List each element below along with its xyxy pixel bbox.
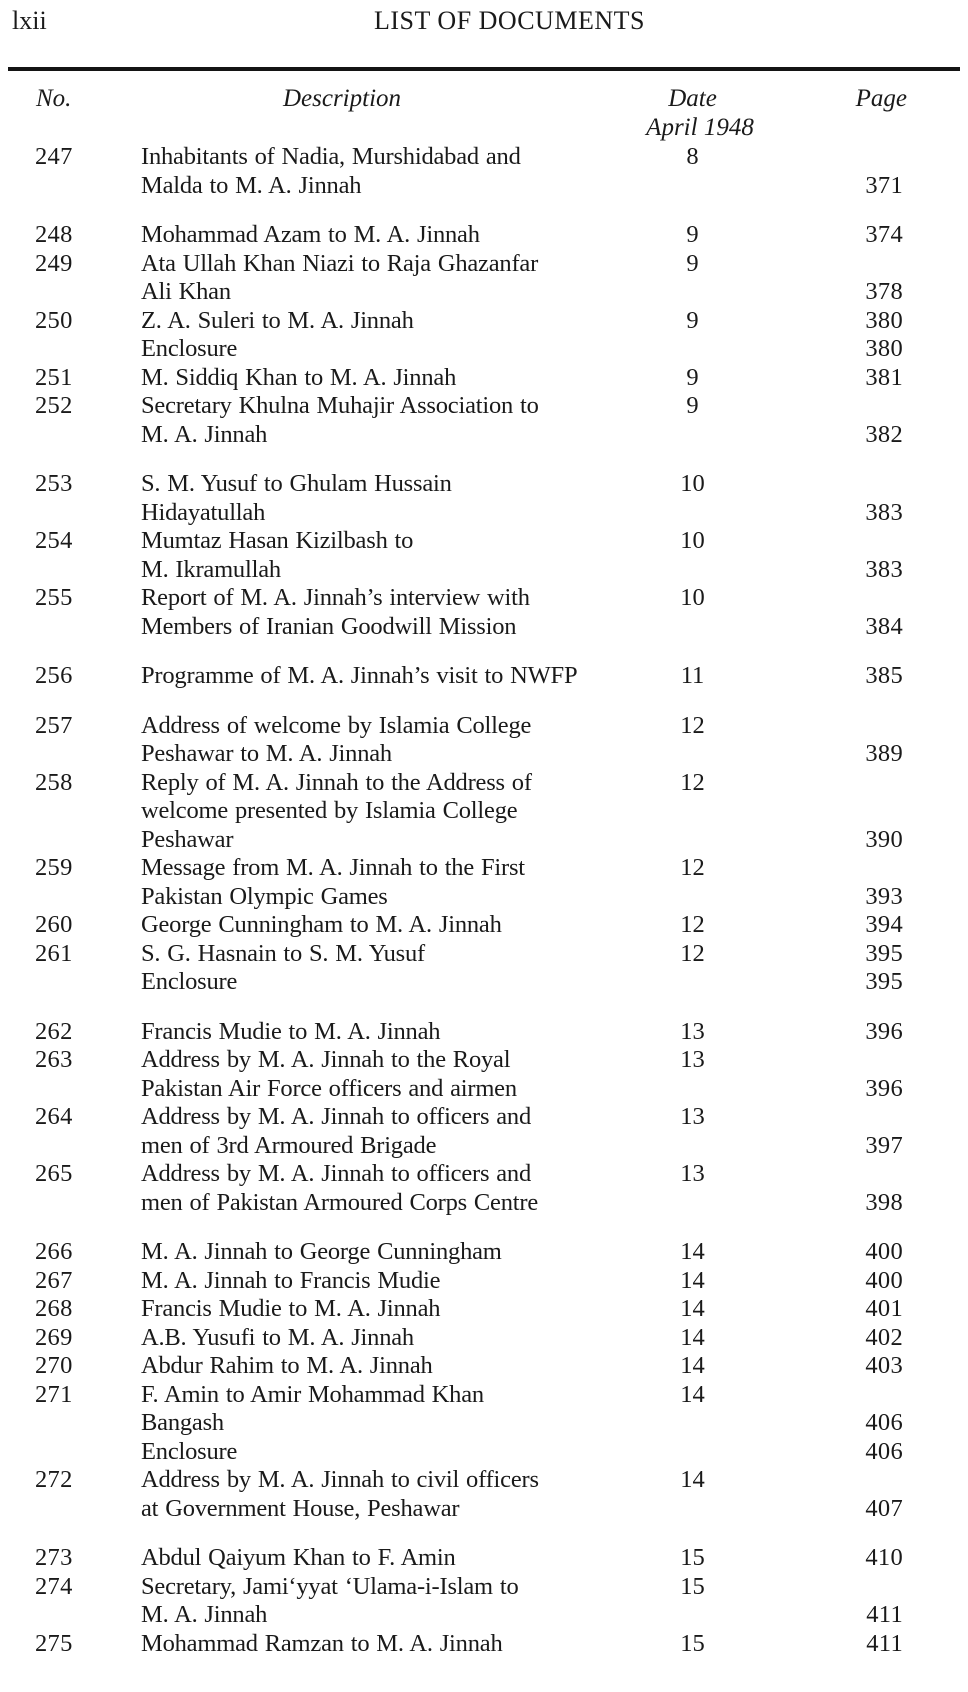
doc-number: 257 [35, 711, 73, 739]
doc-description: M. A. Jinnah [141, 420, 268, 448]
doc-page [755, 1103, 911, 1132]
doc-number [35, 1601, 141, 1630]
doc-number: 274 [35, 1572, 73, 1600]
entry-line [0, 1132, 968, 1161]
doc-description: Francis Mudie to M. A. Jinnah [141, 1017, 441, 1045]
table-row [0, 712, 968, 769]
column-header-no: No. [36, 85, 72, 112]
doc-page: 394 [865, 911, 903, 938]
table-row [0, 221, 968, 250]
doc-page: 383 [865, 498, 903, 526]
doc-page: 385 [865, 662, 903, 689]
doc-description: Programme of M. A. Jinnah’s visit to NWFP [141, 662, 578, 689]
table-row [0, 1238, 968, 1267]
column-header-date-subtitle: April 1948 [646, 113, 754, 141]
doc-number [35, 421, 141, 450]
doc-date [630, 1495, 755, 1524]
doc-description: Message from M. A. Jinnah to the First [141, 854, 525, 881]
doc-number: 267 [35, 1266, 73, 1294]
doc-number [35, 740, 141, 769]
table-row [0, 1295, 968, 1324]
doc-date [630, 968, 755, 997]
doc-page: 407 [865, 1494, 903, 1522]
doc-description: welcome presented by Islamia College [141, 797, 518, 824]
doc-page: 382 [865, 420, 903, 448]
doc-page [755, 470, 911, 499]
doc-page [755, 584, 911, 613]
table-row [0, 1544, 968, 1573]
entry-line [0, 499, 968, 528]
doc-number: 249 [35, 249, 73, 277]
entry-line [0, 854, 968, 883]
doc-date [630, 1189, 755, 1218]
doc-date [630, 1601, 755, 1630]
table-row [0, 1267, 968, 1296]
entry-line [0, 940, 968, 969]
doc-description: Abdur Rahim to M. A. Jinnah [141, 1352, 433, 1379]
doc-description: men of 3rd Armoured Brigade [141, 1131, 437, 1159]
doc-number: 264 [35, 1103, 73, 1130]
doc-page [755, 1573, 911, 1602]
doc-description: M. A. Jinnah [141, 1601, 268, 1628]
doc-page: 411 [866, 1629, 903, 1657]
entry-line [0, 335, 968, 364]
doc-description: Reply of M. A. Jinnah to the Address of [141, 768, 532, 796]
doc-description: S. M. Yusuf to Ghulam Hussain [141, 470, 452, 497]
entry-line [0, 1324, 968, 1353]
doc-description: M. A. Jinnah to Francis Mudie [141, 1266, 441, 1294]
doc-date: 9 [686, 306, 699, 334]
doc-number [35, 797, 141, 826]
entry-line [0, 143, 968, 172]
entry-line [0, 584, 968, 613]
doc-date [630, 826, 755, 855]
doc-number: 250 [35, 306, 73, 334]
doc-page: 393 [865, 882, 903, 910]
doc-number: 275 [35, 1629, 73, 1657]
doc-date: 12 [680, 939, 705, 967]
column-header-description: Description [282, 85, 402, 112]
doc-date: 14 [680, 1352, 705, 1379]
doc-page [755, 143, 911, 172]
doc-date [630, 172, 755, 201]
entry-line [0, 1573, 968, 1602]
entry-line [0, 662, 968, 691]
doc-date: 13 [680, 1160, 705, 1187]
doc-date: 12 [680, 911, 705, 938]
doc-date [630, 421, 755, 450]
doc-description: Peshawar to M. A. Jinnah [141, 740, 392, 767]
table-row [0, 307, 968, 364]
table-row [0, 470, 968, 527]
doc-description: Malda to M. A. Jinnah [141, 171, 362, 199]
doc-date: 10 [680, 527, 705, 554]
doc-date: 10 [680, 584, 705, 611]
entry-line [0, 250, 968, 279]
doc-description: Pakistan Air Force officers and airmen [141, 1074, 517, 1102]
entry-line [0, 1352, 968, 1381]
entry-line [0, 1046, 968, 1075]
doc-date: 15 [680, 1629, 705, 1657]
doc-page: 378 [865, 278, 903, 305]
doc-description: George Cunningham to M. A. Jinnah [141, 911, 502, 938]
entry-line [0, 1189, 968, 1218]
entry-line [0, 613, 968, 642]
doc-number [35, 335, 141, 364]
entry-line [0, 1103, 968, 1132]
doc-number: 263 [35, 1046, 73, 1073]
doc-date [630, 556, 755, 585]
doc-number: 260 [35, 911, 73, 938]
entry-line [0, 1381, 968, 1410]
document-list [0, 143, 968, 1658]
table-row [0, 1018, 968, 1047]
doc-description: Address by M. A. Jinnah to civil officers [141, 1466, 539, 1493]
doc-number: 269 [35, 1323, 73, 1351]
entry-line [0, 1018, 968, 1047]
table-row [0, 527, 968, 584]
doc-number: 248 [35, 221, 73, 248]
doc-date: 14 [680, 1295, 705, 1322]
doc-number [35, 1075, 141, 1104]
entry-line [0, 527, 968, 556]
table-row [0, 854, 968, 911]
doc-number [35, 172, 141, 201]
doc-number: 271 [35, 1380, 73, 1408]
doc-date: 14 [680, 1266, 705, 1294]
entry-line [0, 172, 968, 201]
entry-line [0, 1601, 968, 1630]
table-row [0, 584, 968, 641]
entry-line [0, 1295, 968, 1324]
doc-number: 254 [35, 527, 73, 554]
doc-page: 374 [865, 221, 903, 248]
doc-page: 397 [865, 1131, 903, 1159]
entry-line [0, 911, 968, 940]
entry-line [0, 364, 968, 393]
doc-number: 258 [35, 768, 73, 796]
doc-page: 406 [865, 1409, 903, 1436]
table-row [0, 143, 968, 200]
doc-page [755, 854, 911, 883]
doc-number [35, 1132, 141, 1161]
doc-date [630, 613, 755, 642]
doc-page: 371 [865, 171, 903, 199]
doc-number: 259 [35, 854, 73, 881]
doc-description: men of Pakistan Armoured Corps Centre [141, 1188, 539, 1216]
doc-description: Address by M. A. Jinnah to officers and [141, 1103, 532, 1130]
doc-page: 396 [865, 1017, 903, 1045]
table-row [0, 250, 968, 307]
doc-description: Secretary, Jami‘yyat ‘Ulama-i-Islam to [141, 1572, 519, 1600]
doc-number [35, 968, 141, 997]
doc-number: 262 [35, 1017, 73, 1045]
entry-line [0, 1495, 968, 1524]
doc-page: 398 [865, 1188, 903, 1216]
doc-page [755, 1160, 911, 1189]
doc-date [630, 499, 755, 528]
entry-line [0, 1267, 968, 1296]
doc-description: Enclosure [141, 968, 238, 995]
doc-date: 12 [680, 768, 705, 796]
doc-date: 14 [680, 1466, 705, 1493]
doc-description: Hidayatullah [141, 498, 266, 526]
doc-number [35, 278, 141, 307]
doc-date [630, 335, 755, 364]
doc-date: 9 [686, 392, 699, 419]
table-row [0, 1630, 968, 1659]
entry-line [0, 556, 968, 585]
table-row [0, 1103, 968, 1160]
doc-description: M. A. Jinnah to George Cunningham [141, 1238, 502, 1265]
doc-page: 380 [865, 306, 903, 334]
doc-description: F. Amin to Amir Mohammad Khan [141, 1380, 484, 1408]
doc-page [755, 527, 911, 556]
doc-date: 13 [680, 1017, 705, 1045]
doc-date: 13 [680, 1103, 705, 1130]
doc-description: Abdul Qaiyum Khan to F. Amin [141, 1544, 456, 1571]
doc-number: 255 [35, 584, 73, 611]
doc-description: Enclosure [141, 1437, 238, 1465]
table-row [0, 1381, 968, 1467]
doc-page: 381 [865, 363, 903, 391]
doc-date [630, 1409, 755, 1438]
doc-number: 261 [35, 939, 73, 967]
doc-date [630, 1132, 755, 1161]
table-row [0, 1046, 968, 1103]
entry-line [0, 740, 968, 769]
doc-page: 411 [866, 1601, 903, 1628]
doc-date: 8 [686, 143, 699, 170]
doc-description: at Government House, Peshawar [141, 1494, 460, 1522]
doc-date: 14 [680, 1323, 705, 1351]
doc-date: 14 [680, 1380, 705, 1408]
doc-date [630, 1075, 755, 1104]
doc-description: Address by M. A. Jinnah to the Royal [141, 1046, 511, 1073]
table-row [0, 662, 968, 691]
doc-description: Address of welcome by Islamia College [141, 711, 532, 739]
doc-date: 12 [680, 854, 705, 881]
doc-page: 406 [865, 1437, 903, 1465]
doc-date [630, 797, 755, 826]
table-row [0, 1573, 968, 1630]
doc-number [35, 1438, 141, 1467]
table-row [0, 911, 968, 940]
doc-description: Bangash [141, 1409, 224, 1436]
doc-date: 12 [680, 711, 705, 739]
table-row [0, 1160, 968, 1217]
entry-line [0, 1466, 968, 1495]
doc-description: Enclosure [141, 335, 238, 362]
doc-date [630, 278, 755, 307]
doc-number [35, 613, 141, 642]
doc-description: A.B. Yusufi to M. A. Jinnah [141, 1323, 414, 1351]
doc-description: Z. A. Suleri to M. A. Jinnah [141, 306, 414, 334]
table-row [0, 1352, 968, 1381]
doc-date: 13 [680, 1046, 705, 1073]
doc-description: M. Ikramullah [141, 555, 281, 583]
doc-date [630, 1438, 755, 1467]
header-rule [8, 67, 960, 71]
doc-number [35, 556, 141, 585]
doc-page: 390 [865, 825, 903, 853]
doc-description: Secretary Khulna Muhajir Association to [141, 392, 539, 419]
doc-date: 9 [686, 221, 699, 248]
table-row [0, 940, 968, 997]
doc-number: 251 [35, 363, 73, 391]
doc-date: 11 [680, 662, 705, 689]
doc-date [630, 740, 755, 769]
doc-page: 395 [865, 968, 903, 995]
doc-description: Mohammad Ramzan to M. A. Jinnah [141, 1629, 503, 1657]
doc-number [35, 1495, 141, 1524]
doc-number: 247 [35, 143, 73, 170]
doc-description: Mumtaz Hasan Kizilbash to [141, 527, 414, 554]
table-row [0, 1324, 968, 1353]
doc-page: 400 [865, 1238, 903, 1265]
doc-page: 389 [865, 740, 903, 767]
entry-line [0, 769, 968, 798]
doc-number: 253 [35, 470, 73, 497]
doc-description: Report of M. A. Jinnah’s interview with [141, 584, 530, 611]
doc-number: 268 [35, 1295, 73, 1322]
doc-number: 273 [35, 1544, 73, 1571]
entry-line [0, 392, 968, 421]
doc-date: 15 [680, 1544, 705, 1571]
entry-line [0, 1409, 968, 1438]
doc-page [755, 797, 911, 826]
entry-line [0, 968, 968, 997]
table-row [0, 769, 968, 855]
doc-description: Address by M. A. Jinnah to officers and [141, 1160, 532, 1187]
doc-page [755, 392, 911, 421]
entry-line [0, 1238, 968, 1267]
doc-description: Ali Khan [141, 278, 231, 305]
doc-description: S. G. Hasnain to S. M. Yusuf [141, 939, 425, 967]
table-row [0, 1466, 968, 1523]
doc-number: 272 [35, 1466, 73, 1493]
doc-date: 14 [680, 1238, 705, 1265]
folio-number: lxii [12, 6, 47, 35]
doc-description: Pakistan Olympic Games [141, 882, 388, 910]
entry-line [0, 883, 968, 912]
doc-number: 270 [35, 1352, 73, 1379]
doc-date: 15 [680, 1572, 705, 1600]
doc-description: Ata Ullah Khan Niazi to Raja Ghazanfar [141, 249, 539, 277]
doc-number [35, 826, 141, 855]
page-title: LIST OF DOCUMENTS [374, 6, 645, 35]
entry-line [0, 826, 968, 855]
doc-description: M. Siddiq Khan to M. A. Jinnah [141, 363, 457, 391]
doc-page [755, 1046, 911, 1075]
entry-line [0, 307, 968, 336]
table-row [0, 392, 968, 449]
column-header-page: Page [855, 85, 907, 112]
column-header-date: Date [668, 85, 717, 112]
doc-date: 9 [686, 249, 699, 277]
doc-page [755, 1466, 911, 1495]
doc-description: Mohammad Azam to M. A. Jinnah [141, 221, 480, 248]
doc-page: 383 [865, 555, 903, 583]
doc-date: 9 [686, 363, 699, 391]
doc-number [35, 883, 141, 912]
doc-page: 401 [865, 1295, 903, 1322]
doc-page [755, 769, 911, 798]
doc-number: 252 [35, 392, 73, 419]
table-row [0, 364, 968, 393]
entry-line [0, 278, 968, 307]
doc-description: Members of Iranian Goodwill Mission [141, 612, 517, 640]
doc-description: Inhabitants of Nadia, Murshidabad and [141, 143, 521, 170]
doc-page: 400 [865, 1266, 903, 1294]
doc-number [35, 1409, 141, 1438]
doc-date: 10 [680, 470, 705, 497]
entry-line [0, 1544, 968, 1573]
entry-line [0, 221, 968, 250]
entry-line [0, 1160, 968, 1189]
doc-page: 410 [865, 1544, 903, 1571]
entry-line [0, 712, 968, 741]
doc-page [755, 712, 911, 741]
entry-line [0, 421, 968, 450]
doc-page: 384 [865, 612, 903, 640]
doc-page [755, 1381, 911, 1410]
doc-page [755, 250, 911, 279]
entry-line [0, 1630, 968, 1659]
doc-number: 266 [35, 1238, 73, 1265]
doc-description: Francis Mudie to M. A. Jinnah [141, 1295, 441, 1322]
doc-page: 403 [865, 1352, 903, 1379]
entry-line [0, 797, 968, 826]
doc-page: 380 [865, 335, 903, 362]
doc-number: 256 [35, 662, 73, 689]
entry-line [0, 1075, 968, 1104]
doc-number [35, 1189, 141, 1218]
column-headers [0, 85, 968, 142]
doc-number: 265 [35, 1160, 73, 1187]
doc-page: 395 [865, 939, 903, 967]
doc-date [630, 883, 755, 912]
doc-number [35, 499, 141, 528]
entry-line [0, 1438, 968, 1467]
entry-line [0, 470, 968, 499]
doc-page: 402 [865, 1323, 903, 1351]
doc-page: 396 [865, 1074, 903, 1102]
doc-description: Peshawar [141, 825, 234, 853]
